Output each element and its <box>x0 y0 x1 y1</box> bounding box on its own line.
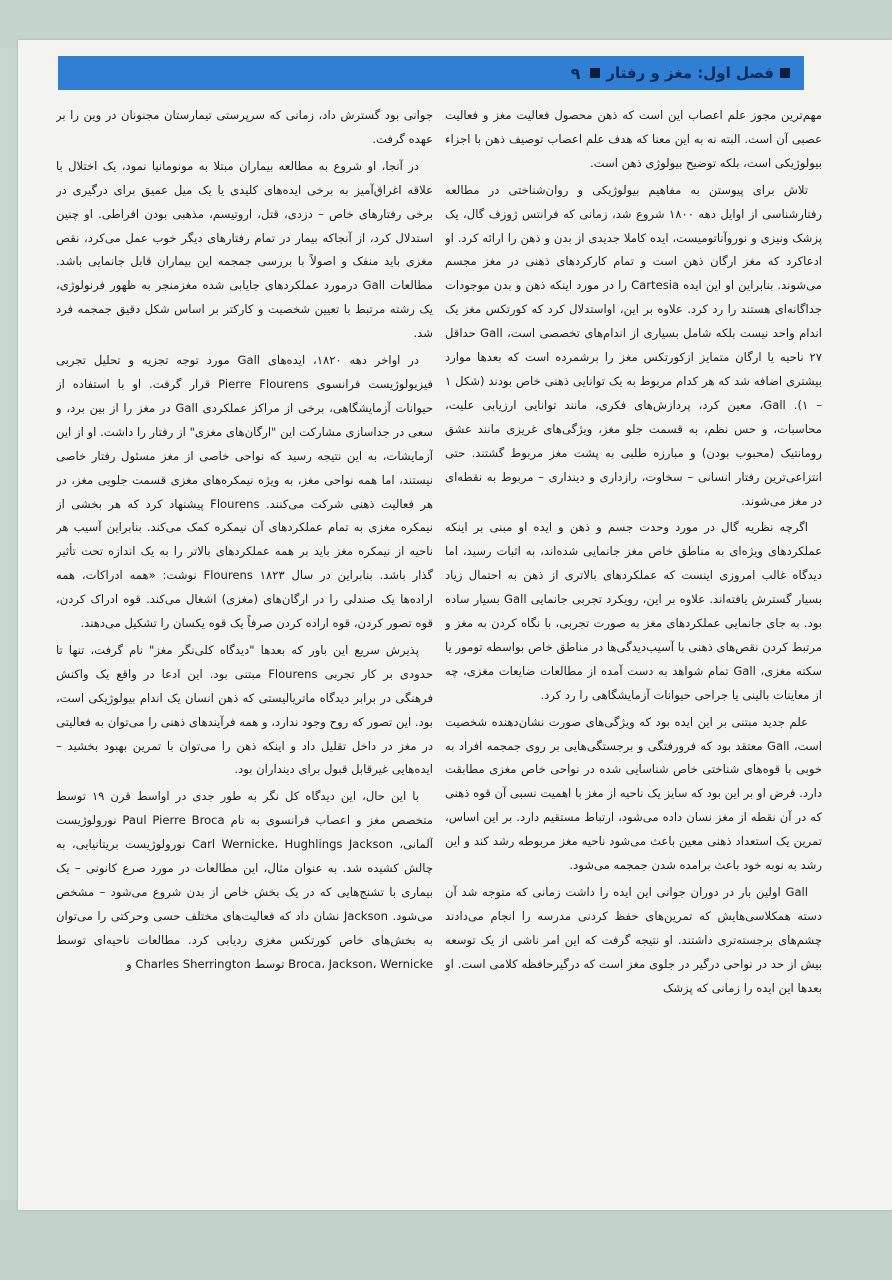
chapter-title: فصل اول: مغز و رفتار <box>606 64 774 82</box>
book-page <box>18 40 892 1210</box>
paragraph: تلاش برای پیوستن به مفاهیم بیولوژیکی و روان‌شناختی در مطالعه رفتارشناسی از اوایل دهه ۱۸۰۰ شروع شد، زمانی که فرانتس ژوزف گال، یک پزشک ونیزی و نوروآناتومیست، ایده کاملا جدیدی از بدن و ذهن را ارائه کرد. او ادعاکرد که مغز ارگان ذهن است و تمام کارکردهای ذهنی در مغز مجسم می‌شوند. بنابراین او این ایده Cartesia را در مورد اینکه ذهن و بدن موجودات جداگانه‌ای هستند را رد کرد. علاوه بر این، اواستدلال کرد که کورتکس مغز یک اندام واحد نیست بلکه شامل بسیاری از اندام‌های تخصصی است، Gall حداقل ۲۷ ناحیه یا ارگان متمایز ازکورتکس مغز را برشمرده است که بعدها موارد بیشتری اضافه شد که هر کدام مربوط به یک توانایی ذهنی خاص بودند (شکل ۱ – ۱). Gall، معین کرد، پردازش‌های فکری، مانند توانایی ارزیابی علیت، محاسبات، و حس نظم، به قسمت جلو مغز، ویژگی‌های غریزی مانند عشق رومانتیک (محبوب بودن) و مبارزه طلبی به پشت مغز مربوط گشتند. حتی انتزاعی‌ترین رفتار انسانی – سخاوت، رازداری و دینداری – مربوط به نقطه‌ای در مغز می‌شوند. <box>445 182 822 508</box>
bottom-background-band <box>0 1200 892 1280</box>
paragraph: علم جدید مبتنی بر این ایده بود که ویژگی‌های صورت نشان‌دهنده شخصیت است، Gall معتقد بود که فرورفتگی و برجستگی‌هایی بر روی جمجمه افراد به خوبی با قوه‌های شناختی خاص شناسایی شده در نواحی خاص مغزی مطابقت دارد. فرض او بر این بود که سایز یک ناحیه از مغز با اهمیت نسبی آن قوه ذهنی که در آن نقطه از مغز نسان داده می‌شود، ارتباط مستقیم دارد. بر این اساس، تمرین یک استعداد ذهنی معین باعث می‌شود ناحیه مغز مربوطه رشد کند و این رشد به نوبه خود باعث برامده شدن جمجمه می‌شود. <box>445 714 822 873</box>
paragraph: جوانی بود گسترش داد، زمانی که سرپرستی تیمارستان مجنونان در وین را بر عهده گرفت. <box>56 108 433 146</box>
paragraph: مهم‌ترین مجوز علم اعصاب این است که ذهن محصول فعالیت مغز و فعالیت عصبی آن است. البته نه به این معنا که هدف علم اعصاب توصیف ذهن با اجزاء بیولوژیکی است، بلکه توضیح بیولوژی ذهن است. <box>445 108 822 170</box>
square-bullet-icon <box>590 68 600 78</box>
paragraph: در آنجا، او شروع به مطالعه بیماران مبتلا به مونومانیا نمود، یک اختلال با علاقه اغراق‌آمیز به برخی ایده‌های کلیدی یا یک میل عمیق برای درگیری در برخی رفتارهای خاص – دزدی، قتل، اروتیسم، مذهبی بودن افراطی. او چنین استدلال کرد، از آنجاکه بیمار در تمام رفتارهای دیگر خوب عمل می‌کرد، نقص مغزی باید منفک و اصولاً با بررسی جمجمه این بیماران قابل جانمایی باشد. مطالعات Gall درمورد عملکردهای جایابی شده مغزمنجر به ظهور فرنولوژی، یک رشته مرتبط با تعیین شخصیت و کارکتر بر اساس شکل دقیق جمجمه فرد شد. <box>56 158 433 341</box>
paragraph: پذیرش سریع این باور که بعدها "دیدگاه کلی‌نگر مغز" نام گرفت، تنها تا حدودی بر کار تجربی Flourens مبتنی بود. این ادعا در واقع یک واکنش فرهنگی در برابر دیدگاه ماتریالیستی که ذهن انسان یک اندام بیولوژیکی است، بود. این تصور که روح وجود ندارد، و همه فرآیندهای ذهنی را می‌توان به فعالیتی در مغز در داخل تقلیل داد و اینکه ذهن را می‌توان با تمرین بهبود بخشید – ایده‌هایی غیرقابل قبول برای دینداران بود. <box>56 642 433 777</box>
page-number: ۹ <box>570 63 581 83</box>
square-bullet-icon <box>780 68 790 78</box>
paragraph: با این حال، این دیدگاه کل نگر به طور جدی در اواسط قرن ۱۹ توسط متخصص مغز و اعصاب فرانسوی به نام Paul Pierre Broca نورولوژیست آلمانی، Carl Wernicke، Hughlings Jackson نورولوژیست بریتانیایی، به چالش کشیده شد. به عنوان مثال، این مطالعات در مورد صرع کانونی – یک بیماری با تشنج‌هایی که در یک بخش خاص از بدن شروع می‌شود – مشخص می‌شود. Jackson نشان داد که فعالیت‌های مختلف حسی وحرکتی را می‌توان به بخش‌های خاص کورتکس مغزی ردیابی کرد. مطالعات ناحیه‌ای توسط Broca، Jackson، Wernicke توسط Charles Sherrington و <box>56 789 433 971</box>
paragraph: Gall اولین بار در دوران جوانی این ایده را داشت زمانی که متوجه شد آن دسته همکلاسی‌هایش که تمرین‌های حفظ کردنی مدرسه را انجام می‌دادند چشم‌های برجسته‌تری داشتند. او نتیجه گرفت که این امر ناشی از یک توسعه بیش از حد در نواحی درگیر در جلوی مغز است که درگیرحافظه کلامی است. او بعدها این ایده را زمانی که پزشک <box>445 885 822 995</box>
paragraph: در اواخر دهه ۱۸۲۰، ایده‌های Gall مورد توجه تجزیه و تحلیل تجربی فیزیولوژیست فرانسوی Pierre Flourens قرار گرفت. او با استفاده از حیوانات آزمایشگاهی، برخی از مراکز عملکردی Gall در مغز را از بین برد، و سعی در جداسازی مشارکت این "ارگان‌های مغزی" از رفتار را داشت. او از این آزمایشات، به این نتیجه رسید که نواحی خاصی از مغز مسئول رفتار خاصی نیستند، اما همه نواحی مغز، به ویژه نیمکره‌های مغزی قسمت جلویی مغز، در هر فعالیت ذهنی شرکت می‌کنند. Flourens پیشنهاد کرد که هر بخشی از نیمکره مغزی به تمام عملکردهای آن نیمکره کمک می‌کند. بنابراین آسیب هر ناحیه از نیمکره مغز باید بر همه عملکردهای بالاتر را به یک اندازه تحت تأثیر گذار باشد. بنابراین در سال ۱۸۲۳ Flourens نوشت: «همه ادراکات، همه اراده‌ها یک صندلی را در ارگان‌های (مغزی) اشغال می‌کند. قوه ادراک کردن، قوه تصور کردن، قوه اراده کردن صرفاً یک قوه یکسان را تشکیل می‌دهند. <box>56 353 433 631</box>
right-text-column <box>445 104 822 1174</box>
paragraph: اگرچه نظریه گال در مورد وحدت جسم و ذهن و ایده او مبنی بر اینکه عملکردهای ویژه‌ای به مناطق خاص مغز جانمایی شده‌اند، به اثبات رسید، اما دیدگاه غالب امروزی اینست که عملکردهای بالاتری از ذهن به احتمال زیاد بسیار گسترش یافته‌اند. علاوه بر این، رویکرد تجربی جانمایی Gall بسیار ساده بود. به جای جانمایی عملکردهای مغز به صورت تجربی، با نگاه کردن به مغز و مرتبط کردن نقص‌های ذهنی با آسیب‌دیدگی‌ها در مناطق خاص بواسطه تومور یا سکته مغزی، Gall تمام شواهد به دست آمده از مطالعات ضایعات مغزی، چه از معاینات بالینی یا جراحی حیوانات آزمایشگاهی را رد کرد. <box>445 520 822 702</box>
chapter-header-bar <box>58 56 804 90</box>
left-text-column <box>56 104 433 1174</box>
chapter-title-group <box>571 64 790 83</box>
